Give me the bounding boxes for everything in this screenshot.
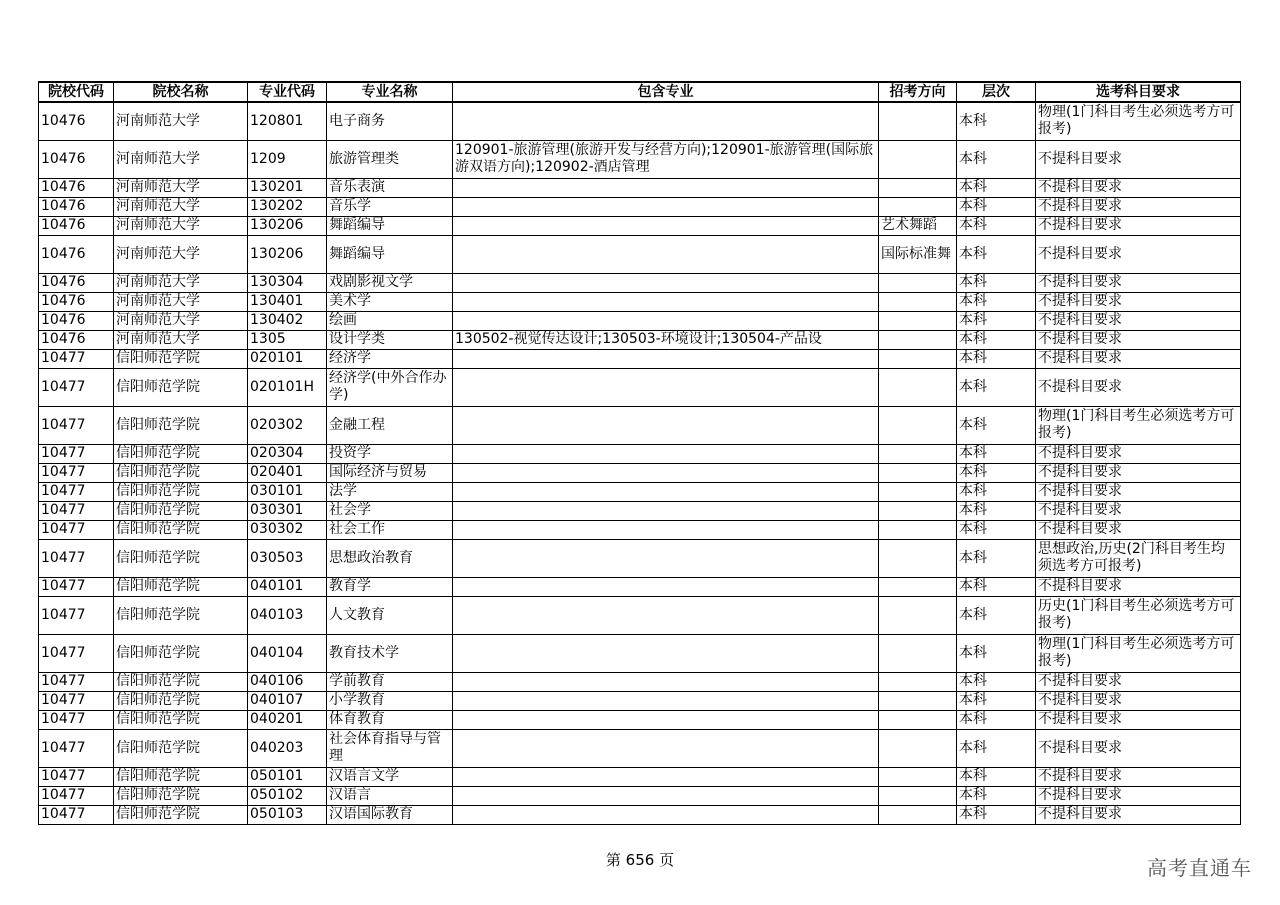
cell-direction	[879, 634, 957, 672]
cell-direction	[879, 463, 957, 482]
table-row	[39, 767, 1241, 786]
cell-school-code: 10477	[39, 577, 114, 596]
cell-major-code: 040101	[248, 577, 327, 596]
cell-level: 本科	[957, 691, 1036, 710]
table-row	[39, 520, 1241, 539]
cell-school-code: 10477	[39, 406, 114, 444]
cell-level: 本科	[957, 520, 1036, 539]
cell-major-name: 金融工程	[327, 406, 453, 444]
cell-direction	[879, 520, 957, 539]
cell-requirements: 不提科目要求	[1036, 482, 1241, 501]
cell-school-name: 河南师范大学	[114, 102, 248, 140]
cell-requirements: 不提科目要求	[1036, 140, 1241, 178]
cell-major-code: 130206	[248, 235, 327, 273]
cell-includes	[453, 501, 879, 520]
cell-major-name: 人文教育	[327, 596, 453, 634]
cell-includes	[453, 539, 879, 577]
table-row	[39, 311, 1241, 330]
cell-level: 本科	[957, 539, 1036, 577]
cell-level: 本科	[957, 786, 1036, 805]
cell-includes	[453, 406, 879, 444]
cell-level: 本科	[957, 349, 1036, 368]
cell-level: 本科	[957, 292, 1036, 311]
watermark-text: 高考直通车	[1147, 856, 1252, 880]
cell-direction	[879, 292, 957, 311]
cell-school-name: 河南师范大学	[114, 311, 248, 330]
cell-major-name: 设计学类	[327, 330, 453, 349]
cell-school-code: 10477	[39, 368, 114, 406]
cell-school-name: 信阳师范学院	[114, 710, 248, 729]
cell-level: 本科	[957, 710, 1036, 729]
cell-major-code: 050101	[248, 767, 327, 786]
cell-school-code: 10476	[39, 330, 114, 349]
cell-requirements: 不提科目要求	[1036, 805, 1241, 824]
cell-includes	[453, 596, 879, 634]
table-row	[39, 349, 1241, 368]
cell-school-name: 信阳师范学院	[114, 444, 248, 463]
cell-major-name: 法学	[327, 482, 453, 501]
cell-requirements: 不提科目要求	[1036, 349, 1241, 368]
cell-direction	[879, 197, 957, 216]
header-level: 层次	[957, 82, 1036, 102]
cell-level: 本科	[957, 767, 1036, 786]
cell-direction	[879, 273, 957, 292]
cell-major-name: 汉语言	[327, 786, 453, 805]
cell-school-name: 河南师范大学	[114, 330, 248, 349]
cell-level: 本科	[957, 197, 1036, 216]
cell-direction	[879, 596, 957, 634]
cell-requirements: 不提科目要求	[1036, 292, 1241, 311]
header-row	[39, 82, 1241, 102]
cell-requirements: 物理(1门科目考生必须选考方可报考)	[1036, 102, 1241, 140]
cell-level: 本科	[957, 672, 1036, 691]
cell-requirements: 不提科目要求	[1036, 178, 1241, 197]
cell-school-code: 10476	[39, 292, 114, 311]
cell-major-name: 教育学	[327, 577, 453, 596]
cell-direction	[879, 729, 957, 767]
cell-major-code: 130202	[248, 197, 327, 216]
cell-requirements: 物理(1门科目考生必须选考方可报考)	[1036, 406, 1241, 444]
cell-major-code: 050102	[248, 786, 327, 805]
cell-major-name: 汉语言文学	[327, 767, 453, 786]
cell-level: 本科	[957, 311, 1036, 330]
cell-major-name: 投资学	[327, 444, 453, 463]
cell-level: 本科	[957, 444, 1036, 463]
cell-school-code: 10477	[39, 672, 114, 691]
cell-school-name: 信阳师范学院	[114, 539, 248, 577]
cell-major-name: 电子商务	[327, 102, 453, 140]
cell-school-name: 信阳师范学院	[114, 368, 248, 406]
cell-major-name: 经济学(中外合作办学)	[327, 368, 453, 406]
cell-major-name: 国际经济与贸易	[327, 463, 453, 482]
cell-major-name: 舞蹈编导	[327, 235, 453, 273]
cell-major-name: 小学教育	[327, 691, 453, 710]
cell-school-code: 10476	[39, 140, 114, 178]
cell-school-code: 10477	[39, 634, 114, 672]
cell-direction	[879, 406, 957, 444]
table-row	[39, 292, 1241, 311]
header-major-code: 专业代码	[248, 82, 327, 102]
cell-direction	[879, 482, 957, 501]
table-row	[39, 577, 1241, 596]
cell-school-name: 河南师范大学	[114, 178, 248, 197]
cell-includes	[453, 634, 879, 672]
cell-school-code: 10477	[39, 463, 114, 482]
cell-school-name: 信阳师范学院	[114, 577, 248, 596]
cell-major-code: 130201	[248, 178, 327, 197]
cell-major-code: 040107	[248, 691, 327, 710]
cell-major-code: 030101	[248, 482, 327, 501]
cell-direction	[879, 102, 957, 140]
table-row	[39, 197, 1241, 216]
cell-school-code: 10477	[39, 539, 114, 577]
cell-requirements: 不提科目要求	[1036, 368, 1241, 406]
cell-includes	[453, 710, 879, 729]
cell-includes	[453, 102, 879, 140]
table-body	[39, 102, 1241, 824]
table-row	[39, 140, 1241, 178]
cell-major-code: 020401	[248, 463, 327, 482]
cell-includes	[453, 672, 879, 691]
cell-school-code: 10477	[39, 786, 114, 805]
page-number: 第 656 页	[605, 851, 675, 869]
cell-requirements: 不提科目要求	[1036, 330, 1241, 349]
cell-major-code: 120801	[248, 102, 327, 140]
cell-school-name: 河南师范大学	[114, 273, 248, 292]
cell-major-code: 1209	[248, 140, 327, 178]
cell-school-name: 信阳师范学院	[114, 463, 248, 482]
cell-school-code: 10476	[39, 102, 114, 140]
cell-level: 本科	[957, 596, 1036, 634]
cell-requirements: 不提科目要求	[1036, 311, 1241, 330]
cell-includes	[453, 482, 879, 501]
cell-includes	[453, 786, 879, 805]
table-row	[39, 710, 1241, 729]
cell-school-name: 河南师范大学	[114, 292, 248, 311]
cell-major-code: 040104	[248, 634, 327, 672]
table-row	[39, 672, 1241, 691]
cell-major-name: 舞蹈编导	[327, 216, 453, 235]
cell-school-name: 信阳师范学院	[114, 729, 248, 767]
cell-major-code: 040103	[248, 596, 327, 634]
cell-school-name: 信阳师范学院	[114, 672, 248, 691]
cell-direction: 国际标准舞	[879, 235, 957, 273]
cell-includes	[453, 197, 879, 216]
cell-major-name: 音乐学	[327, 197, 453, 216]
table-row	[39, 406, 1241, 444]
cell-school-name: 信阳师范学院	[114, 691, 248, 710]
cell-includes	[453, 463, 879, 482]
cell-school-name: 信阳师范学院	[114, 786, 248, 805]
cell-school-name: 河南师范大学	[114, 197, 248, 216]
table-row	[39, 501, 1241, 520]
cell-school-code: 10477	[39, 501, 114, 520]
header-direction: 招考方向	[879, 82, 957, 102]
header-requirements: 选考科目要求	[1036, 82, 1241, 102]
cell-level: 本科	[957, 235, 1036, 273]
cell-major-code: 1305	[248, 330, 327, 349]
cell-major-code: 130206	[248, 216, 327, 235]
cell-major-name: 音乐表演	[327, 178, 453, 197]
cell-school-name: 信阳师范学院	[114, 634, 248, 672]
cell-school-name: 河南师范大学	[114, 140, 248, 178]
cell-major-name: 学前教育	[327, 672, 453, 691]
cell-major-name: 体育教育	[327, 710, 453, 729]
cell-major-name: 思想政治教育	[327, 539, 453, 577]
cell-level: 本科	[957, 634, 1036, 672]
cell-requirements: 历史(1门科目考生必须选考方可报考)	[1036, 596, 1241, 634]
table-row	[39, 691, 1241, 710]
cell-direction	[879, 501, 957, 520]
cell-direction	[879, 577, 957, 596]
cell-direction	[879, 539, 957, 577]
cell-major-name: 戏剧影视文学	[327, 273, 453, 292]
header-includes: 包含专业	[453, 82, 879, 102]
cell-major-code: 130402	[248, 311, 327, 330]
cell-requirements: 不提科目要求	[1036, 273, 1241, 292]
cell-school-code: 10477	[39, 710, 114, 729]
cell-school-code: 10477	[39, 805, 114, 824]
cell-includes	[453, 178, 879, 197]
cell-level: 本科	[957, 273, 1036, 292]
cell-includes	[453, 273, 879, 292]
cell-level: 本科	[957, 140, 1036, 178]
cell-major-name: 社会工作	[327, 520, 453, 539]
cell-school-code: 10477	[39, 444, 114, 463]
cell-major-code: 020304	[248, 444, 327, 463]
cell-major-name: 汉语国际教育	[327, 805, 453, 824]
table-row	[39, 463, 1241, 482]
cell-level: 本科	[957, 178, 1036, 197]
cell-requirements: 不提科目要求	[1036, 786, 1241, 805]
cell-direction	[879, 140, 957, 178]
cell-level: 本科	[957, 463, 1036, 482]
cell-direction: 艺术舞蹈	[879, 216, 957, 235]
table-row	[39, 786, 1241, 805]
cell-level: 本科	[957, 501, 1036, 520]
header-major-name: 专业名称	[327, 82, 453, 102]
cell-requirements: 不提科目要求	[1036, 729, 1241, 767]
cell-school-name: 信阳师范学院	[114, 596, 248, 634]
cell-major-code: 030302	[248, 520, 327, 539]
cell-major-code: 020101	[248, 349, 327, 368]
cell-major-code: 030503	[248, 539, 327, 577]
header-school-code: 院校代码	[39, 82, 114, 102]
table-row	[39, 235, 1241, 273]
cell-direction	[879, 805, 957, 824]
table-row	[39, 729, 1241, 767]
cell-major-code: 020101H	[248, 368, 327, 406]
cell-direction	[879, 710, 957, 729]
cell-includes	[453, 577, 879, 596]
header-school-name: 院校名称	[114, 82, 248, 102]
cell-level: 本科	[957, 406, 1036, 444]
cell-major-name: 旅游管理类	[327, 140, 453, 178]
cell-includes	[453, 691, 879, 710]
cell-level: 本科	[957, 368, 1036, 406]
table-row	[39, 273, 1241, 292]
cell-school-code: 10476	[39, 197, 114, 216]
cell-school-code: 10476	[39, 311, 114, 330]
cell-direction	[879, 767, 957, 786]
cell-school-name: 信阳师范学院	[114, 767, 248, 786]
cell-school-name: 信阳师范学院	[114, 501, 248, 520]
cell-requirements: 思想政治,历史(2门科目考生均须选考方可报考)	[1036, 539, 1241, 577]
cell-school-name: 信阳师范学院	[114, 805, 248, 824]
cell-direction	[879, 691, 957, 710]
cell-includes	[453, 349, 879, 368]
table-row	[39, 805, 1241, 824]
cell-school-code: 10476	[39, 178, 114, 197]
table-row	[39, 482, 1241, 501]
table-row	[39, 216, 1241, 235]
cell-requirements: 不提科目要求	[1036, 520, 1241, 539]
cell-direction	[879, 311, 957, 330]
cell-school-code: 10476	[39, 235, 114, 273]
table-row	[39, 539, 1241, 577]
cell-requirements: 不提科目要求	[1036, 710, 1241, 729]
cell-requirements: 不提科目要求	[1036, 444, 1241, 463]
cell-level: 本科	[957, 577, 1036, 596]
cell-requirements: 不提科目要求	[1036, 767, 1241, 786]
cell-direction	[879, 786, 957, 805]
cell-major-name: 教育技术学	[327, 634, 453, 672]
cell-requirements: 不提科目要求	[1036, 691, 1241, 710]
cell-major-name: 社会体育指导与管理	[327, 729, 453, 767]
cell-includes	[453, 235, 879, 273]
cell-school-code: 10477	[39, 596, 114, 634]
cell-school-name: 河南师范大学	[114, 235, 248, 273]
cell-includes	[453, 444, 879, 463]
cell-school-code: 10477	[39, 729, 114, 767]
cell-level: 本科	[957, 482, 1036, 501]
cell-major-code: 040106	[248, 672, 327, 691]
cell-major-name: 美术学	[327, 292, 453, 311]
cell-school-code: 10477	[39, 520, 114, 539]
cell-includes	[453, 520, 879, 539]
cell-includes	[453, 216, 879, 235]
cell-requirements: 不提科目要求	[1036, 463, 1241, 482]
cell-major-name: 社会学	[327, 501, 453, 520]
cell-direction	[879, 444, 957, 463]
cell-includes	[453, 767, 879, 786]
cell-requirements: 不提科目要求	[1036, 672, 1241, 691]
cell-school-code: 10476	[39, 216, 114, 235]
admission-table	[38, 81, 1241, 825]
cell-level: 本科	[957, 805, 1036, 824]
cell-direction	[879, 178, 957, 197]
cell-requirements: 不提科目要求	[1036, 577, 1241, 596]
cell-school-name: 信阳师范学院	[114, 349, 248, 368]
cell-major-code: 130304	[248, 273, 327, 292]
cell-requirements: 不提科目要求	[1036, 216, 1241, 235]
cell-school-code: 10477	[39, 349, 114, 368]
cell-includes	[453, 292, 879, 311]
cell-major-code: 040201	[248, 710, 327, 729]
cell-major-code: 130401	[248, 292, 327, 311]
cell-includes	[453, 729, 879, 767]
table-row	[39, 444, 1241, 463]
cell-direction	[879, 672, 957, 691]
cell-major-code: 030301	[248, 501, 327, 520]
cell-major-name: 绘画	[327, 311, 453, 330]
cell-includes	[453, 311, 879, 330]
cell-school-name: 信阳师范学院	[114, 406, 248, 444]
table-row	[39, 102, 1241, 140]
cell-level: 本科	[957, 102, 1036, 140]
cell-major-code: 050103	[248, 805, 327, 824]
cell-school-code: 10476	[39, 273, 114, 292]
cell-level: 本科	[957, 216, 1036, 235]
cell-includes	[453, 368, 879, 406]
cell-direction	[879, 330, 957, 349]
cell-school-code: 10477	[39, 767, 114, 786]
table-row	[39, 596, 1241, 634]
cell-school-code: 10477	[39, 482, 114, 501]
cell-school-code: 10477	[39, 691, 114, 710]
cell-major-code: 020302	[248, 406, 327, 444]
table-row	[39, 634, 1241, 672]
cell-requirements: 不提科目要求	[1036, 235, 1241, 273]
cell-direction	[879, 349, 957, 368]
table-row	[39, 178, 1241, 197]
table-row	[39, 368, 1241, 406]
table-row	[39, 330, 1241, 349]
cell-level: 本科	[957, 330, 1036, 349]
cell-school-name: 信阳师范学院	[114, 520, 248, 539]
cell-direction	[879, 368, 957, 406]
cell-major-name: 经济学	[327, 349, 453, 368]
cell-includes: 120901-旅游管理(旅游开发与经营方向);120901-旅游管理(国际旅游双语方向);120902-酒店管理	[453, 140, 879, 178]
cell-requirements: 不提科目要求	[1036, 501, 1241, 520]
cell-includes	[453, 805, 879, 824]
cell-requirements: 不提科目要求	[1036, 197, 1241, 216]
cell-school-name: 河南师范大学	[114, 216, 248, 235]
cell-includes: 130502-视觉传达设计;130503-环境设计;130504-产品设	[453, 330, 879, 349]
cell-level: 本科	[957, 729, 1036, 767]
cell-school-name: 信阳师范学院	[114, 482, 248, 501]
cell-requirements: 物理(1门科目考生必须选考方可报考)	[1036, 634, 1241, 672]
cell-major-code: 040203	[248, 729, 327, 767]
